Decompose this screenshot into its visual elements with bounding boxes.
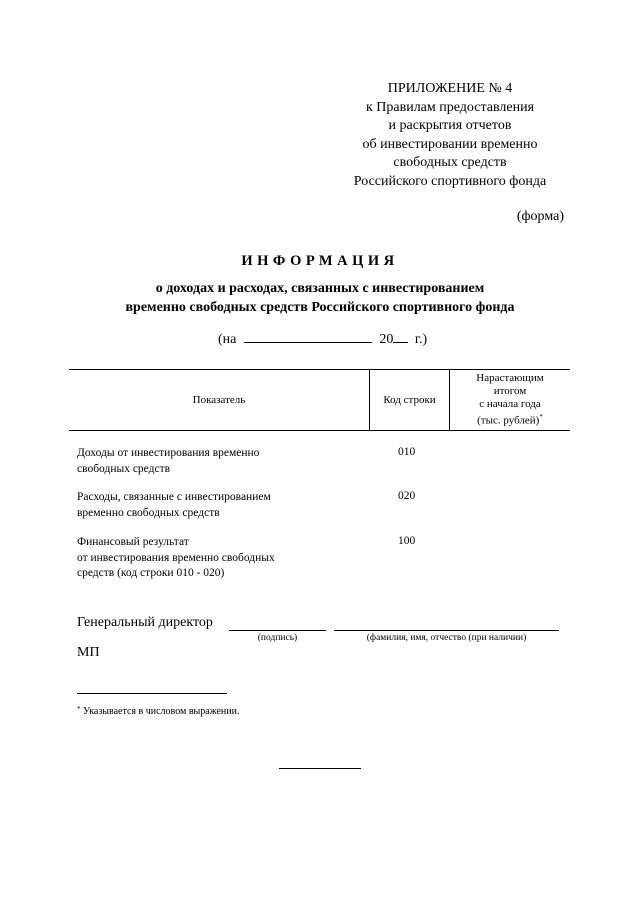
table-row-code: 020	[398, 490, 416, 502]
header-cumulative-line	[450, 411, 570, 428]
annex-header	[330, 80, 570, 191]
annex-line: ПРИЛОЖЕНИЕ № 4	[387, 81, 513, 96]
date-prefix: (на	[218, 332, 237, 347]
header-code: Код строки	[383, 394, 436, 406]
end-separator	[279, 768, 361, 769]
table-header-border	[69, 430, 570, 431]
date-line	[218, 329, 427, 348]
annex-line: и раскрытия отчетов	[388, 118, 512, 133]
document-subtitle	[0, 279, 640, 317]
header-cumulative-line: с начала года	[479, 398, 541, 410]
signature-caption: (подпись)	[257, 633, 298, 643]
subtitle-line: временно свободных средств Российского спортивного фонда	[125, 300, 515, 315]
header-indicator: Показатель	[192, 394, 246, 406]
table-row-label	[77, 490, 271, 521]
footnote-separator	[77, 693, 227, 694]
annex-line: к Правилам предоставления	[365, 99, 535, 115]
signature-label: Генеральный директор	[77, 615, 213, 630]
date-year: 20	[379, 332, 394, 347]
date-suffix: г.)	[414, 332, 428, 347]
table-row-code: 100	[398, 535, 416, 547]
row-label-line: средств (код строки 010 - 020)	[77, 567, 225, 579]
header-cumulative-line: Нарастающим	[476, 372, 544, 384]
year-blank-field[interactable]	[393, 329, 408, 343]
row-label-line: временно свободных средств	[77, 506, 220, 519]
table-top-border	[69, 369, 570, 370]
header-cumulative-line: итогом	[493, 385, 527, 397]
footnote-text: Указывается в числовом выражении.	[83, 706, 240, 717]
table-row-label	[77, 446, 259, 477]
footnote-mark: *	[77, 705, 81, 713]
signature-field[interactable]	[229, 630, 326, 631]
name-caption: (фамилия, имя, отчество (при наличии)	[366, 633, 527, 643]
annex-line: Российского спортивного фонда	[353, 173, 547, 189]
row-label-line: свободных средств	[77, 462, 171, 475]
row-label-line: Финансовый результат	[77, 536, 189, 548]
footnote-mark: *	[539, 413, 543, 421]
header-cumulative	[450, 372, 570, 428]
annex-line: об инвестировании временно	[362, 136, 538, 152]
subtitle-line: о доходах и расходах, связанных с инвестированием	[155, 281, 485, 296]
name-field[interactable]	[334, 630, 559, 631]
row-label-line: Доходы от инвестирования временно	[77, 447, 260, 459]
header-cumulative-units: (тыс. рублей)	[477, 414, 540, 427]
date-blank-field[interactable]	[244, 329, 372, 343]
stamp-placeholder: МП	[77, 645, 100, 660]
table-row-label	[77, 535, 275, 582]
table-row-code: 010	[398, 446, 416, 458]
footnote	[77, 705, 239, 717]
annex-line: свободных средств	[393, 155, 507, 170]
form-label: (форма)	[516, 209, 564, 224]
row-label-line: Расходы, связанные с инвестированием	[77, 491, 271, 503]
row-label-line: от инвестирования временно свободных	[77, 551, 275, 564]
document-title: ИНФОРМАЦИЯ	[241, 253, 399, 269]
